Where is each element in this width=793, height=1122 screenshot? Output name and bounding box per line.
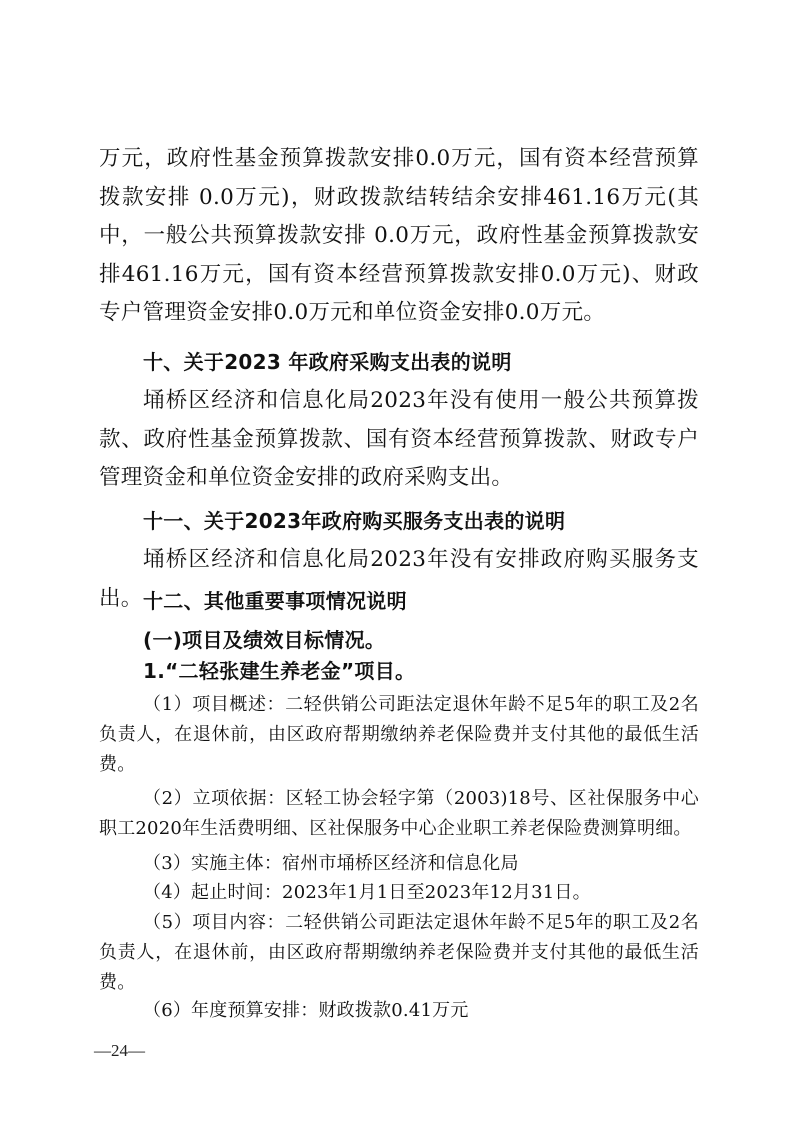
page-number: —24— (94, 1041, 145, 1060)
section-12-heading: 十二、其他重要事项情况说明 (143, 589, 407, 613)
project-title: 1.“二轻张建生养老金”项目。 (143, 659, 416, 683)
continuation-paragraph: 万元，政府性基金预算拨款安排0.0万元，国有资本经营预算拨款安排 0.0万元)，财政拨款结转结余安排461.16万元(其中，一般公共预算拨款安排 0.0万元，政府性基金预算拨款安排461.16万元，国有资本经营预算拨款安排0.0万元)、财政专户管理资金安排0.0万元和单位资金安排0.0万元。 (99, 146, 699, 325)
project-item-3: （3）实施主体：宿州市埇桥区经济和信息化局 (143, 853, 519, 874)
section-11-body: 埇桥区经济和信息化局2023年没有安排政府购买服务支出。 (99, 547, 699, 611)
section-10-body: 埇桥区经济和信息化局2023年没有使用一般公共预算拨款、政府性基金预算拨款、国有资本经营预算拨款、财政专户管理资金和单位资金安排的政府采购支出。 (99, 388, 699, 490)
section-12-subheading: (一)项目及绩效目标情况。 (143, 628, 386, 652)
project-item-4: （4）起止时间：2023年1月1日至2023年12月31日。 (143, 882, 591, 903)
project-item-2: （2）立项依据：区轻工协会轻字第（2003)18号、区社保服务中心职工2020年生活费明细、区社保服务中心企业职工养老保险费测算明细。 (99, 788, 699, 839)
project-item-5: （5）项目内容：二轻供销公司距法定退休年龄不足5年的职工及2名负责人，在退休前，由区政府帮期缴纳养老保险费并支付其他的最低生活费。 (99, 912, 699, 993)
section-10-heading: 十、关于2023 年政府采购支出表的说明 (143, 350, 512, 374)
project-item-1: （1）项目概述：二轻供销公司距法定退休年龄不足5年的职工及2名负责人，在退休前，由区政府帮期缴纳养老保险费并支付其他的最低生活费。 (99, 694, 699, 775)
section-11-heading: 十一、关于2023年政府购买服务支出表的说明 (143, 509, 566, 533)
project-item-6: （6）年度预算安排：财政拨款0.41万元 (143, 1000, 469, 1021)
